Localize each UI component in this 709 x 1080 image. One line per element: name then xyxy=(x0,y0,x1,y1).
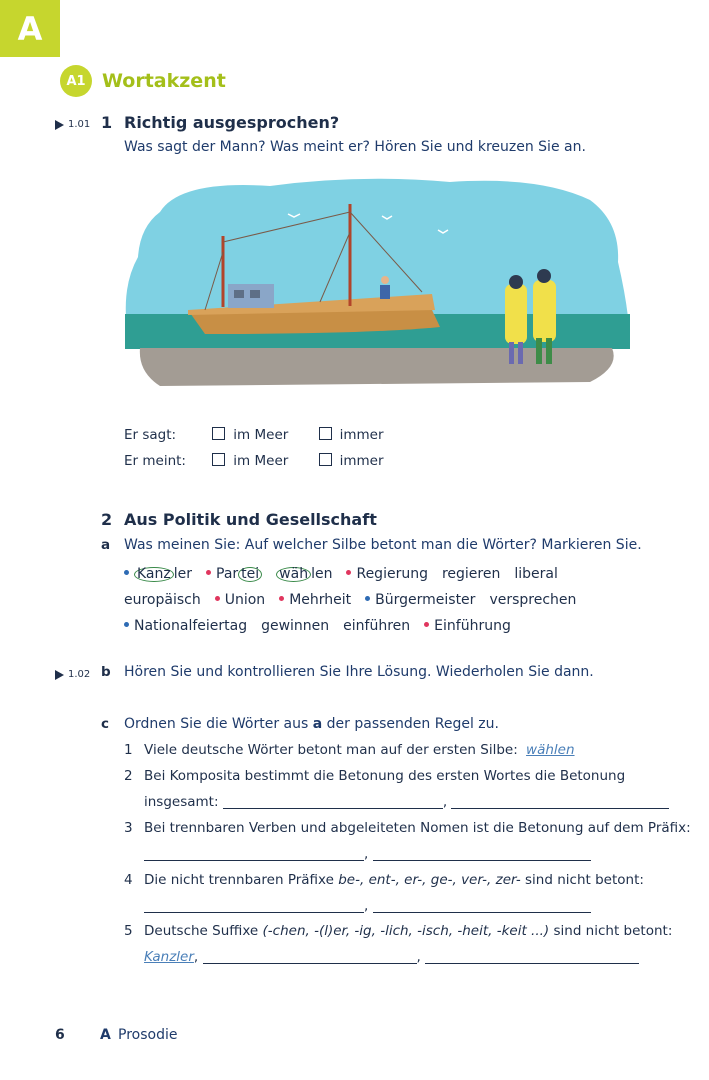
answer-blank[interactable] xyxy=(451,794,669,809)
subtask-letter: b xyxy=(101,664,111,680)
rule-number: 5 xyxy=(124,923,133,939)
answer-row xyxy=(124,422,624,448)
page-number: 6 xyxy=(55,1027,65,1043)
audio-track-label: 1.02 xyxy=(68,669,91,680)
rule-text: Deutsche Suffixe xyxy=(144,923,263,939)
rule-number: 1 xyxy=(124,742,133,758)
handwritten-answer[interactable]: wählen xyxy=(526,742,575,758)
rule-number: 4 xyxy=(124,872,133,888)
checkbox-option[interactable] xyxy=(212,453,288,469)
footer-unit-letter: A xyxy=(100,1027,111,1043)
checkbox-icon[interactable] xyxy=(319,427,332,440)
rule-text-italic: (-chen, -(l)er, -ig, -lich, -isch, -heit, -keit ...) xyxy=(262,923,550,939)
vocab-word[interactable]: regieren xyxy=(441,566,501,582)
stress-mark: Kanz xyxy=(134,567,174,582)
vocab-word[interactable]: gewinnen xyxy=(261,618,330,634)
rule-3-blanks: , xyxy=(144,846,591,862)
rule-number: 3 xyxy=(124,820,133,836)
checkbox-icon[interactable] xyxy=(212,427,225,440)
rule-text: Bei trennbaren Verben und abgeleiteten Nomen ist die Betonung auf dem Präfix: xyxy=(144,820,691,836)
vocab-word[interactable]: Nationalfeiertag xyxy=(124,618,247,634)
exercise-title: Richtig ausgesprochen? xyxy=(124,113,340,132)
audio-track-2[interactable] xyxy=(55,669,90,680)
answer-blank[interactable] xyxy=(144,898,364,913)
option-label: im Meer xyxy=(233,453,289,469)
answer-row xyxy=(124,448,624,474)
vocab-word[interactable]: Regierung xyxy=(346,566,428,582)
checkbox-icon[interactable] xyxy=(319,453,332,466)
vocab-word[interactable]: Bürgermeister xyxy=(365,592,475,608)
option-label: immer xyxy=(339,453,384,469)
checkbox-option[interactable] xyxy=(212,427,288,443)
vocab-word[interactable]: liberal xyxy=(514,566,558,582)
option-label: immer xyxy=(339,427,384,443)
answer-blank[interactable] xyxy=(425,949,639,964)
play-icon xyxy=(55,670,64,680)
rule-text: sind nicht betont: xyxy=(520,872,644,888)
word-line xyxy=(124,613,590,639)
vocab-word[interactable]: versprechen xyxy=(489,592,577,608)
stress-dot-icon xyxy=(365,596,370,601)
answer-grid xyxy=(124,422,624,474)
answer-blank[interactable] xyxy=(203,949,417,964)
instr-part: a xyxy=(312,716,323,732)
vocab-word[interactable]: Mehrheit xyxy=(279,592,351,608)
exercise-instruction: Was sagt der Mann? Was meint er? Hören Sie und kreuzen Sie an. xyxy=(124,139,586,155)
rule-5-blanks: Kanzler, , xyxy=(144,949,639,965)
option-label: im Meer xyxy=(233,427,289,443)
rule-4 xyxy=(124,872,644,888)
row-label: Er meint: xyxy=(124,453,186,469)
answer-blank[interactable] xyxy=(373,898,591,913)
rule-3 xyxy=(124,820,691,836)
checkbox-option[interactable] xyxy=(319,453,384,469)
rule-text-italic: be-, ent-, er-, ge-, ver-, zer- xyxy=(338,872,521,888)
stress-dot-icon xyxy=(424,622,429,627)
stress-mark: wäh xyxy=(276,567,311,582)
stress-dot-icon xyxy=(279,596,284,601)
answer-blank[interactable] xyxy=(223,794,443,809)
rule-text: insgesamt: xyxy=(144,794,219,810)
rule-number: 2 xyxy=(124,768,133,784)
checkbox-icon[interactable] xyxy=(212,453,225,466)
word-list xyxy=(124,561,590,639)
exercise-number: 1 xyxy=(101,113,113,132)
word-line xyxy=(124,561,590,587)
exercise-title: Aus Politik und Gesellschaft xyxy=(124,510,377,529)
subtask-instruction: Hören Sie und kontrollieren Sie Ihre Lösung. Wiederholen Sie dann. xyxy=(124,664,594,680)
vocab-word[interactable]: europäisch xyxy=(124,592,201,608)
handwritten-answer[interactable]: Kanzler xyxy=(144,949,194,965)
play-icon xyxy=(55,120,64,130)
vocab-word[interactable]: Par tei xyxy=(206,566,262,582)
answer-blank[interactable] xyxy=(373,846,591,861)
exercise-number: 2 xyxy=(101,510,113,529)
audio-track-label: 1.01 xyxy=(68,119,91,130)
stress-mark: tei xyxy=(238,567,262,582)
answer-blank[interactable] xyxy=(144,846,364,861)
vocab-word[interactable]: einführen xyxy=(343,618,411,634)
vocab-word[interactable]: Union xyxy=(215,592,265,608)
subtask-letter: c xyxy=(101,716,110,732)
subtask-instruction xyxy=(124,716,499,732)
instr-part: Ordnen Sie die Wörter aus xyxy=(124,716,313,732)
unit-badge: A xyxy=(0,0,60,57)
vocab-word[interactable]: Kanz ler xyxy=(124,566,192,582)
footer-title: Prosodie xyxy=(118,1027,178,1043)
rule-4-blanks: , xyxy=(144,898,591,914)
instr-part: der passenden Regel zu. xyxy=(322,716,499,732)
rule-5 xyxy=(124,923,672,939)
subtask-instruction: Was meinen Sie: Auf welcher Silbe betont man die Wörter? Markieren Sie. xyxy=(124,537,642,553)
stress-dot-icon xyxy=(215,596,220,601)
rule-text: Bei Komposita bestimmt die Betonung des ersten Wortes die Betonung xyxy=(144,768,626,784)
rule-1 xyxy=(124,742,575,758)
audio-track-1[interactable] xyxy=(55,119,90,130)
checkbox-option[interactable] xyxy=(319,427,384,443)
stress-dot-icon xyxy=(206,570,211,575)
rule-text: Viele deutsche Wörter betont man auf der ersten Silbe: xyxy=(144,742,518,758)
rule-2-blanks: insgesamt: , xyxy=(144,794,669,810)
vocab-word[interactable]: Einführung xyxy=(424,618,511,634)
vocab-word[interactable]: wäh len xyxy=(276,566,332,582)
rule-text: Die nicht trennbaren Präfixe xyxy=(144,872,339,888)
stress-dot-icon xyxy=(346,570,351,575)
stress-dot-icon xyxy=(124,570,129,575)
subtask-letter: a xyxy=(101,537,111,553)
section-title: Wortakzent xyxy=(102,70,226,92)
rule-2 xyxy=(124,768,625,784)
row-label: Er sagt: xyxy=(124,427,177,443)
rule-text: sind nicht betont: xyxy=(549,923,673,939)
section-badge: A1 xyxy=(60,65,92,97)
fishing-boat-illustration xyxy=(120,172,632,394)
word-line xyxy=(124,587,590,613)
stress-dot-icon xyxy=(124,622,129,627)
